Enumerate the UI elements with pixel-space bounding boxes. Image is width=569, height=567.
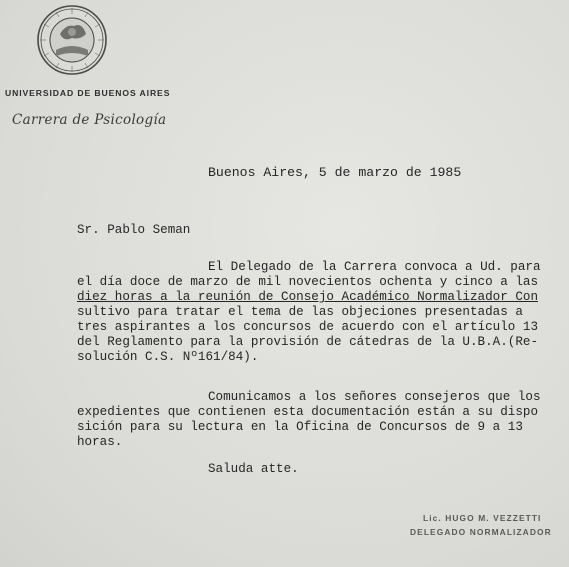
university-name: UNIVERSIDAD DE BUENOS AIRES <box>5 88 171 98</box>
paragraph2-line: Comunicamos a los señores consejeros que los <box>208 390 541 404</box>
signature-name: Lic. HUGO M. VEZZETTI <box>423 513 542 523</box>
closing-line: Saluda atte. <box>208 462 299 476</box>
paragraph1-line: solución C.S. Nº161/84). <box>77 350 259 364</box>
paragraph2-line: horas. <box>77 435 123 449</box>
paragraph2-line: expedientes que contienen esta documentación están a su dispo <box>77 405 539 419</box>
department-name: Carrera de Psicología <box>12 112 167 128</box>
paragraph1-line: tres aspirantes a los concursos de acuerdo con el artículo 13 <box>77 320 539 334</box>
university-seal-icon <box>36 4 108 76</box>
paragraph1-line: del Reglamento para la provisión de cátedras de la U.B.A.(Re- <box>77 335 539 349</box>
paragraph1-line: el día doce de marzo de mil novecientos ochenta y cinco a las <box>77 275 539 289</box>
date-line: Buenos Aires, 5 de marzo de 1985 <box>208 165 462 180</box>
paragraph2-line: sición para su lectura en la Oficina de Concursos de 9 a 13 <box>77 420 523 434</box>
paragraph1-line: sultivo para tratar el tema de las objeciones presentadas a <box>77 305 523 319</box>
signature-title: DELEGADO NORMALIZADOR <box>410 527 552 537</box>
paragraph1-line: diez horas a la reunión de Consejo Académico Normalizador Con <box>77 290 539 304</box>
paragraph1-line: El Delegado de la Carrera convoca a Ud. para <box>208 260 541 274</box>
recipient-line: Sr. Pablo Seman <box>77 223 191 237</box>
